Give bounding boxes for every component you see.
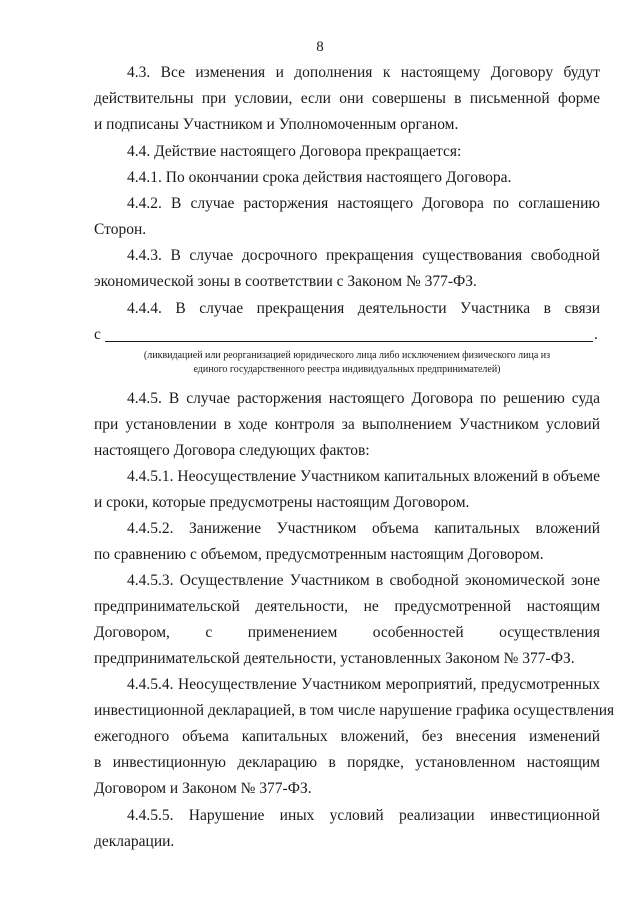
text-line: настоящего Договора следующих фактов: (94, 442, 370, 459)
text-line: действительны при условии, если они совершены в письменной форме (94, 90, 600, 107)
page-number: 8 (316, 39, 324, 55)
text-line: 4.3. Все изменения и дополнения к настоящему Договору будут (127, 64, 600, 81)
text-line: с (94, 326, 101, 343)
text-line: 4.4.3. В случае досрочного прекращения существования свободной (127, 247, 600, 264)
text-line: в инвестиционную декларацию в порядке, установленном настоящим (94, 754, 600, 771)
text-line: Договором, с применением особенностей осуществления (94, 624, 600, 641)
text-line: и сроки, которые предусмотрены настоящим Договором. (94, 494, 470, 511)
text-line: . (594, 326, 598, 343)
text-line: ежегодного объема капитальных вложений, без внесения изменений (94, 728, 600, 745)
text-line: инвестиционной декларацией, в том числе нарушение графика осуществления (94, 702, 615, 719)
blank-fill-line (105, 341, 593, 342)
text-line: Сторон. (94, 221, 147, 238)
text-line: 4.4.1. По окончании срока действия настоящего Договора. (127, 169, 512, 186)
text-line: экономической зоны в соответствии с Законом № 377-ФЗ. (94, 273, 477, 290)
text-line: предпринимательской деятельности, установленных Законом № 377-ФЗ. (94, 650, 575, 667)
text-line: 4.4.5.1. Неосуществление Участником капитальных вложений в объеме (127, 468, 600, 485)
text-line: предпринимательской деятельности, не предусмотренной настоящим (94, 598, 600, 615)
text-line: 4.4.5.2. Занижение Участником объема капитальных вложений (127, 520, 600, 537)
text-line: Договором и Законом № 377-ФЗ. (94, 780, 312, 797)
text-line: и подписаны Участником и Уполномоченным органом. (94, 116, 459, 133)
text-line: 4.4.4. В случае прекращения деятельности Участника в связи (127, 300, 600, 317)
text-line: 4.4.2. В случае расторжения настоящего Договора по соглашению (127, 195, 600, 212)
text-line: 4.4. Действие настоящего Договора прекращается: (127, 143, 462, 160)
text-line: 4.4.5.4. Неосуществление Участником мероприятий, предусмотренных (127, 676, 600, 693)
text-line: декларации. (94, 833, 175, 850)
footnote-line: единого государственного реестра индивидуальных предпринимателей) (193, 364, 501, 375)
text-line: по сравнению с объемом, предусмотренным настоящим Договором. (94, 546, 544, 563)
text-line: 4.4.5. В случае расторжения настоящего Договора по решению суда (127, 390, 600, 407)
text-line: 4.4.5.3. Осуществление Участником в свободной экономической зоне (127, 572, 600, 589)
text-line: при установлении в ходе контроля за выполнением Участником условий (94, 416, 600, 433)
text-line: 4.4.5.5. Нарушение иных условий реализации инвестиционной (127, 807, 600, 824)
footnote-line: (ликвидацией или реорганизацией юридического лица либо исключением физического лица из (143, 350, 551, 361)
